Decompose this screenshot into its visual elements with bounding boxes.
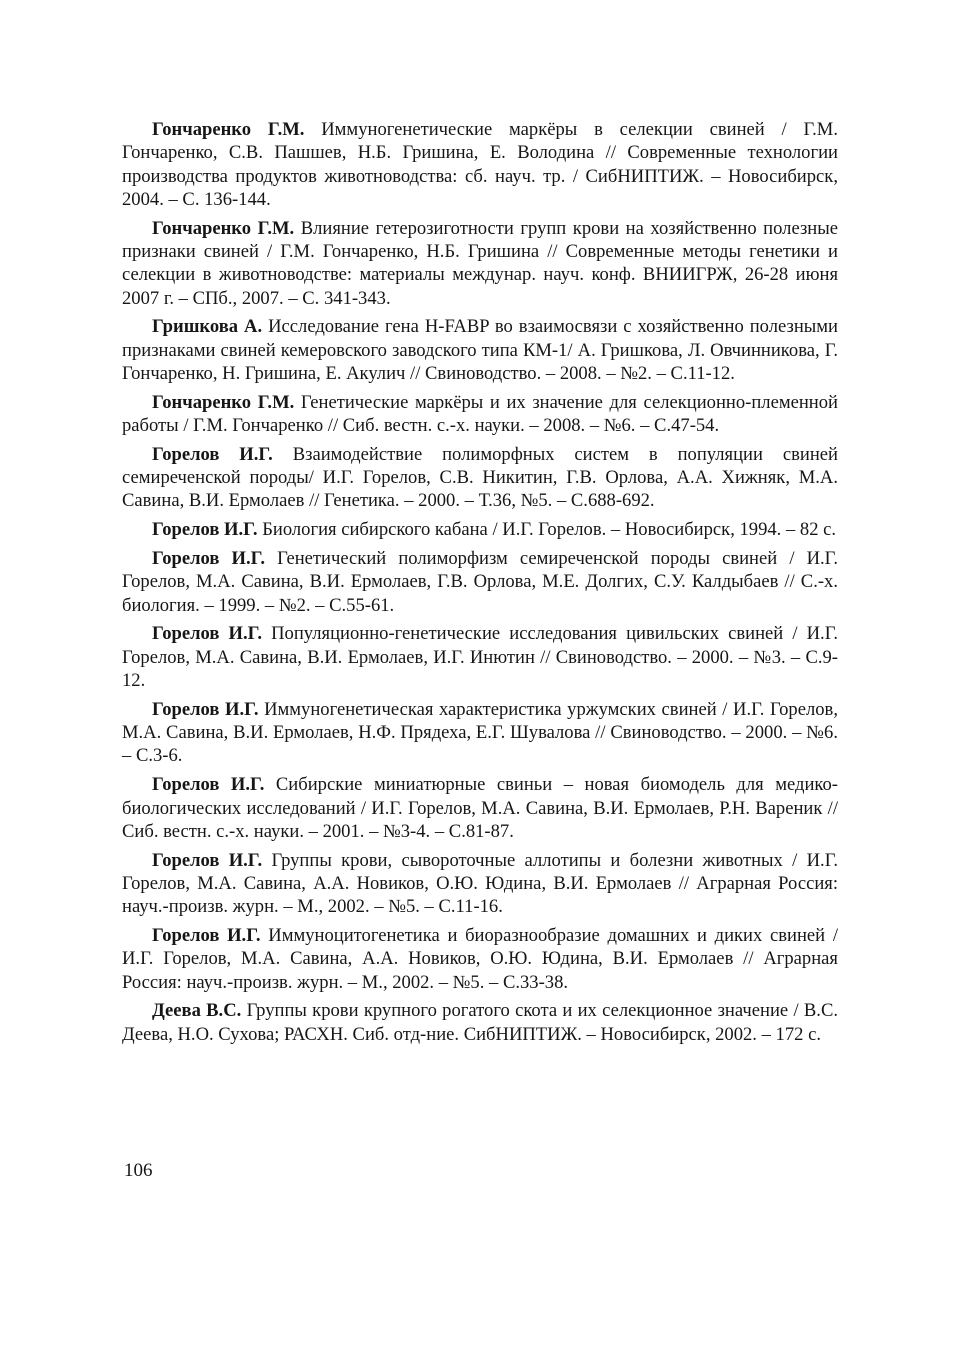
entry-text: Популяционно-генетические исследования цивильских свиней / И.Г. Горелов, М.А. Савина, В.И. Ермолаев, И.Г. Инютин // Свиноводство. – 2000. – №3. – С.9-12. xyxy=(122,623,838,692)
entry-author: Гончаренко Г.М. xyxy=(152,217,295,239)
bibliography-entry xyxy=(122,698,838,768)
bibliography-entry xyxy=(122,622,838,692)
bibliography-entry xyxy=(122,518,838,541)
entry-author: Гончаренко Г.М. xyxy=(152,391,295,413)
bibliography-entry xyxy=(122,547,838,617)
entry-author: Горелов И.Г. xyxy=(152,774,265,796)
entry-text: Исследование гена H-FABP во взаимосвязи с хозяйственно полезными признаками свиней кемеровского заводского типа КМ-1/ А. Гришкова, Л. Овчинникова, Г. Гончаренко, Н. Гришина, Е. Акулич // Свиноводство. – 2008. – №2. – С.11-12. xyxy=(122,316,838,384)
entry-text: Иммуногенетическая характеристика уржумских свиней / И.Г. Горелов, М.А. Савина, В.И. Ермолаев, Н.Ф. Прядеха, Е.Г. Шувалова // Свиноводство. – 2000. – №6. – С.3-6. xyxy=(122,698,838,767)
entry-text: Иммуногенетические маркёры в селекции свиней / Г.М. Гончаренко, С.В. Пашшев, Н.Б. Гришина, Е. Володина // Современные технологии производства продуктов животноводства: сб. науч. тр. / СибНИПТИЖ. – Новосибирск, 2004. – С. 136-144. xyxy=(122,119,838,210)
page-number: 106 xyxy=(124,1160,153,1181)
entry-text: Иммуноцитогенетика и биоразнообразие домашних и диких свиней / И.Г. Горелов, М.А. Савина, А.А. Новиков, О.Ю. Юдина, В.И. Ермолаев // Аграрная Россия: науч.-произв. журн. – М., 2002. – №5. – С.33-38. xyxy=(122,925,838,993)
bibliography-entry xyxy=(122,118,838,211)
entry-text: Генетические маркёры и их значение для селекционно-племенной работы / Г.М. Гончаренко // Сиб. вестн. с.-х. науки. – 2008. – №6. – С.47-54. xyxy=(122,391,838,437)
entry-author: Горелов И.Г. xyxy=(152,698,259,720)
entry-author: Гришкова А. xyxy=(152,316,263,338)
bibliography-list xyxy=(122,118,838,1051)
entry-text: Сибирские миниатюрные свиньи – новая биомодель для медико-биологических исследований / И.Г. Горелов, М.А. Савина, В.И. Ермолаев, Р.Н. Вареник // Сиб. вестн. с.-х. науки. – 2001. – №3-4. – С.81-87. xyxy=(122,774,838,842)
bibliography-entry xyxy=(122,315,838,385)
entry-text: Влияние гетерозиготности групп крови на хозяйственно полезные признаки свиней / Г.М. Гончаренко, Н.Б. Гришина // Современные методы генетики и селекции в животноводстве: материалы междунар. науч. конф. ВНИИГРЖ, 26-28 июня 2007 г. – СПб., 2007. – С. 341-343. xyxy=(122,217,838,309)
bibliography-entry xyxy=(122,391,838,438)
entry-text: Группы крови, сывороточные аллотипы и болезни животных / И.Г. Горелов, М.А. Савина, А.А. Новиков, О.Ю. Юдина, В.И. Ермолаев // Аграрная Россия: науч.-произв. журн. – М., 2002. – №5. – С.11-16. xyxy=(122,849,838,918)
bibliography-entry xyxy=(122,849,838,919)
entry-text: Генетический полиморфизм семиреченской породы свиней / И.Г. Горелов, М.А. Савина, В.И. Ермолаев, Г.В. Орлова, М.Е. Долгих, С.У. Калдыбаев // С.-х. биология. – 1999. – №2. – С.55-61. xyxy=(122,548,838,616)
entry-author: Горелов И.Г. xyxy=(152,623,262,645)
entry-author: Гончаренко Г.М. xyxy=(152,119,305,140)
entry-author: Горелов И.Г. xyxy=(152,519,258,541)
bibliography-entry xyxy=(122,773,838,843)
entry-text: Группы крови крупного рогатого скота и их селекционное значение / В.С. Деева, Н.О. Сухова; РАСХН. Сиб. отд-ние. СибНИПТИЖ. – Новосибирск, 2002. – 172 с. xyxy=(122,1000,838,1045)
entry-author: Горелов И.Г. xyxy=(152,443,273,465)
entry-text: Биология сибирского кабана / И.Г. Горелов. – Новосибирск, 1994. – 82 с. xyxy=(257,519,837,541)
bibliography-entry xyxy=(122,217,838,310)
entry-author: Горелов И.Г. xyxy=(152,548,265,570)
bibliography-entry xyxy=(122,924,838,994)
bibliography-entry xyxy=(122,443,838,513)
entry-author: Деева В.С. xyxy=(152,1000,242,1022)
bibliography-entry xyxy=(122,999,838,1046)
entry-text: Взаимодействие полиморфных систем в популяции свиней семиреченской породы/ И.Г. Горелов, С.В. Никитин, Г.В. Орлова, А.А. Хижняк, М.А. Савина, В.И. Ермолаев // Генетика. – 2000. – Т.36, №5. – С.688-692. xyxy=(122,443,838,512)
entry-author: Горелов И.Г. xyxy=(152,849,263,871)
entry-author: Горелов И.Г. xyxy=(152,925,261,946)
